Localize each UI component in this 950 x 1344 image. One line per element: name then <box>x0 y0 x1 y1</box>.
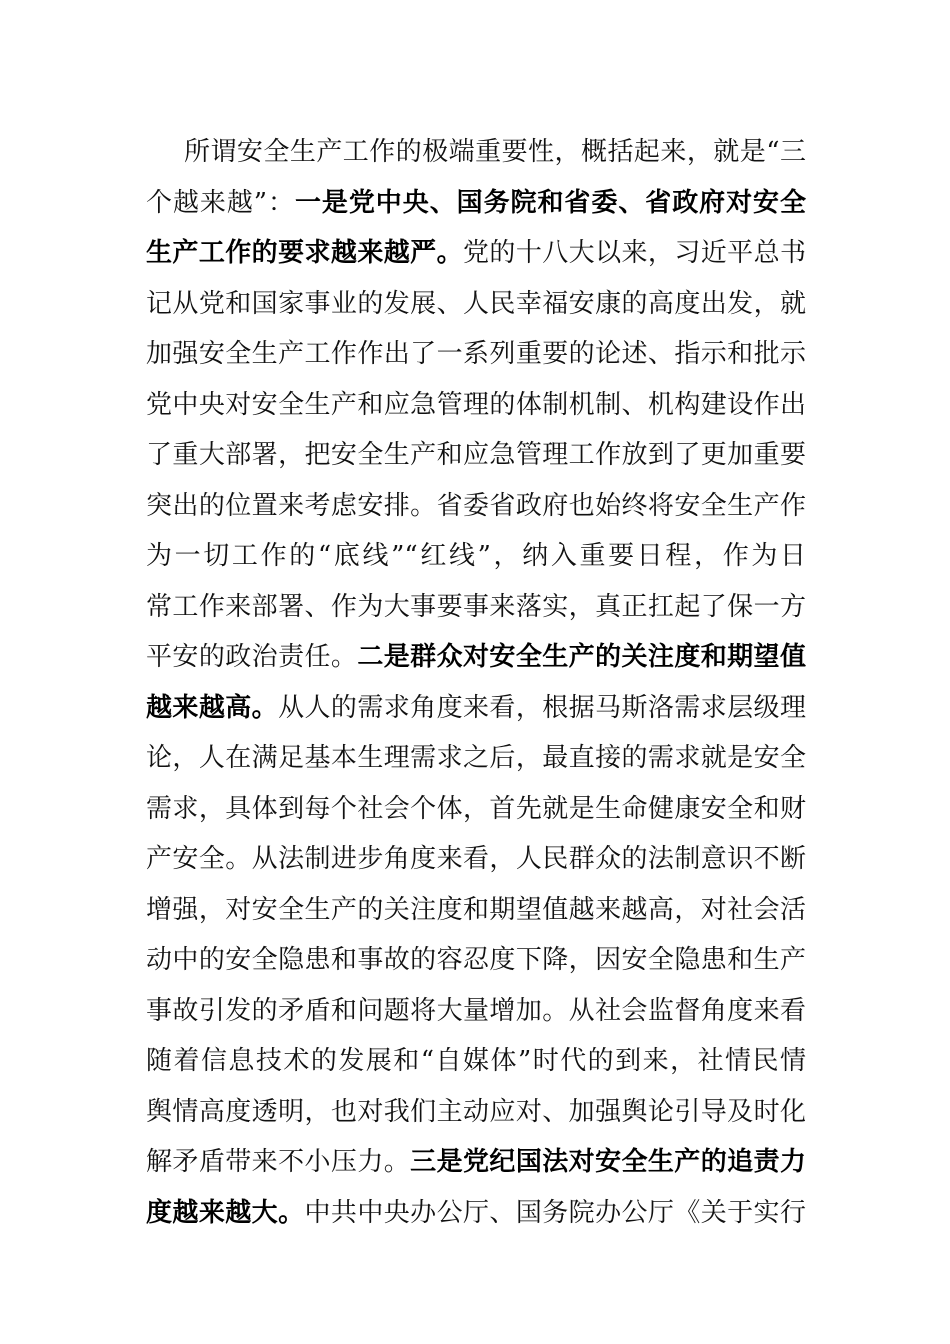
bold-text-segment: 二是群众对安全生产的关注度和期望值 <box>357 642 806 672</box>
text-segment: 所谓安全生产工作的极端重要性，概括起来，就是“三 <box>184 137 806 167</box>
text-segment: 增强，对安全生产的关注度和期望值越来越高，对社会活 <box>146 894 806 925</box>
text-line <box>146 380 806 431</box>
text-line <box>146 935 806 986</box>
text-segment: 中共中央办公厅、国务院办公厅《关于实行 <box>304 1197 806 1228</box>
text-line <box>146 1137 806 1188</box>
text-line <box>146 834 806 885</box>
text-line <box>146 582 806 633</box>
text-line <box>146 986 806 1037</box>
text-line <box>146 228 806 279</box>
text-line <box>146 1188 806 1239</box>
text-segment: 舆情高度透明，也对我们主动应对、加强舆论引导及时化 <box>146 1096 806 1127</box>
text-segment: 了重大部署，把安全生产和应急管理工作放到了更加重要 <box>146 440 806 470</box>
text-segment: 记从党和国家事业的发展、人民幸福安康的高度出发，就 <box>146 288 806 319</box>
text-segment: 个越来越”： <box>146 187 295 218</box>
text-line <box>146 885 806 936</box>
text-segment: 常工作来部署、作为大事要事来落实，真正扛起了保一方 <box>146 591 806 622</box>
bold-text-segment: 一是党中央、国务院和省委、省政府对安全 <box>294 187 806 218</box>
bold-text-segment: 越来越高。 <box>146 692 279 723</box>
text-segment: 为一切工作的“底线”“红线”，纳入重要日程，作为日 <box>146 541 806 571</box>
text-line <box>146 531 806 582</box>
text-line <box>146 329 806 380</box>
text-line <box>146 632 806 683</box>
text-line <box>146 127 806 178</box>
text-line <box>146 1087 806 1138</box>
text-line <box>146 279 806 330</box>
body-paragraph <box>146 127 806 1238</box>
text-line <box>146 178 806 229</box>
text-segment: 动中的安全隐患和事故的容忍度下降，因安全隐患和生产 <box>146 945 806 975</box>
bold-text-segment: 三是党纪国法对安全生产的追责力 <box>410 1147 806 1177</box>
text-line <box>146 683 806 734</box>
text-segment: 突出的位置来考虑安排。省委省政府也始终将安全生产作 <box>146 490 806 521</box>
text-segment: 从人的需求角度来看，根据马斯洛需求层级理 <box>278 692 806 723</box>
bold-text-segment: 度越来越大。 <box>146 1197 305 1228</box>
text-line <box>146 481 806 532</box>
text-segment: 事故引发的矛盾和问题将大量增加。从社会监督角度来看 <box>146 995 806 1026</box>
text-line <box>146 430 806 481</box>
text-segment: 随着信息技术的发展和“自媒体”时代的到来，社情民情 <box>146 1046 806 1076</box>
text-line <box>146 784 806 835</box>
text-segment: 需求，具体到每个社会个体，首先就是生命健康安全和财 <box>146 793 806 824</box>
text-segment: 党中央对安全生产和应急管理的体制机制、机构建设作出 <box>146 389 806 420</box>
text-segment: 加强安全生产工作作出了一系列重要的论述、指示和批示 <box>146 339 806 369</box>
text-segment: 解矛盾带来不小压力。 <box>146 1147 411 1177</box>
text-segment: 论，人在满足基本生理需求之后，最直接的需求就是安全 <box>146 743 806 773</box>
bold-text-segment: 生产工作的要求越来越严。 <box>146 238 463 268</box>
text-segment: 党的十八大以来，习近平总书 <box>463 238 806 268</box>
text-segment: 平安的政治责任。 <box>146 642 358 672</box>
text-line <box>146 1036 806 1087</box>
text-line <box>146 733 806 784</box>
text-segment: 产安全。从法制进步角度来看，人民群众的法制意识不断 <box>146 844 806 874</box>
